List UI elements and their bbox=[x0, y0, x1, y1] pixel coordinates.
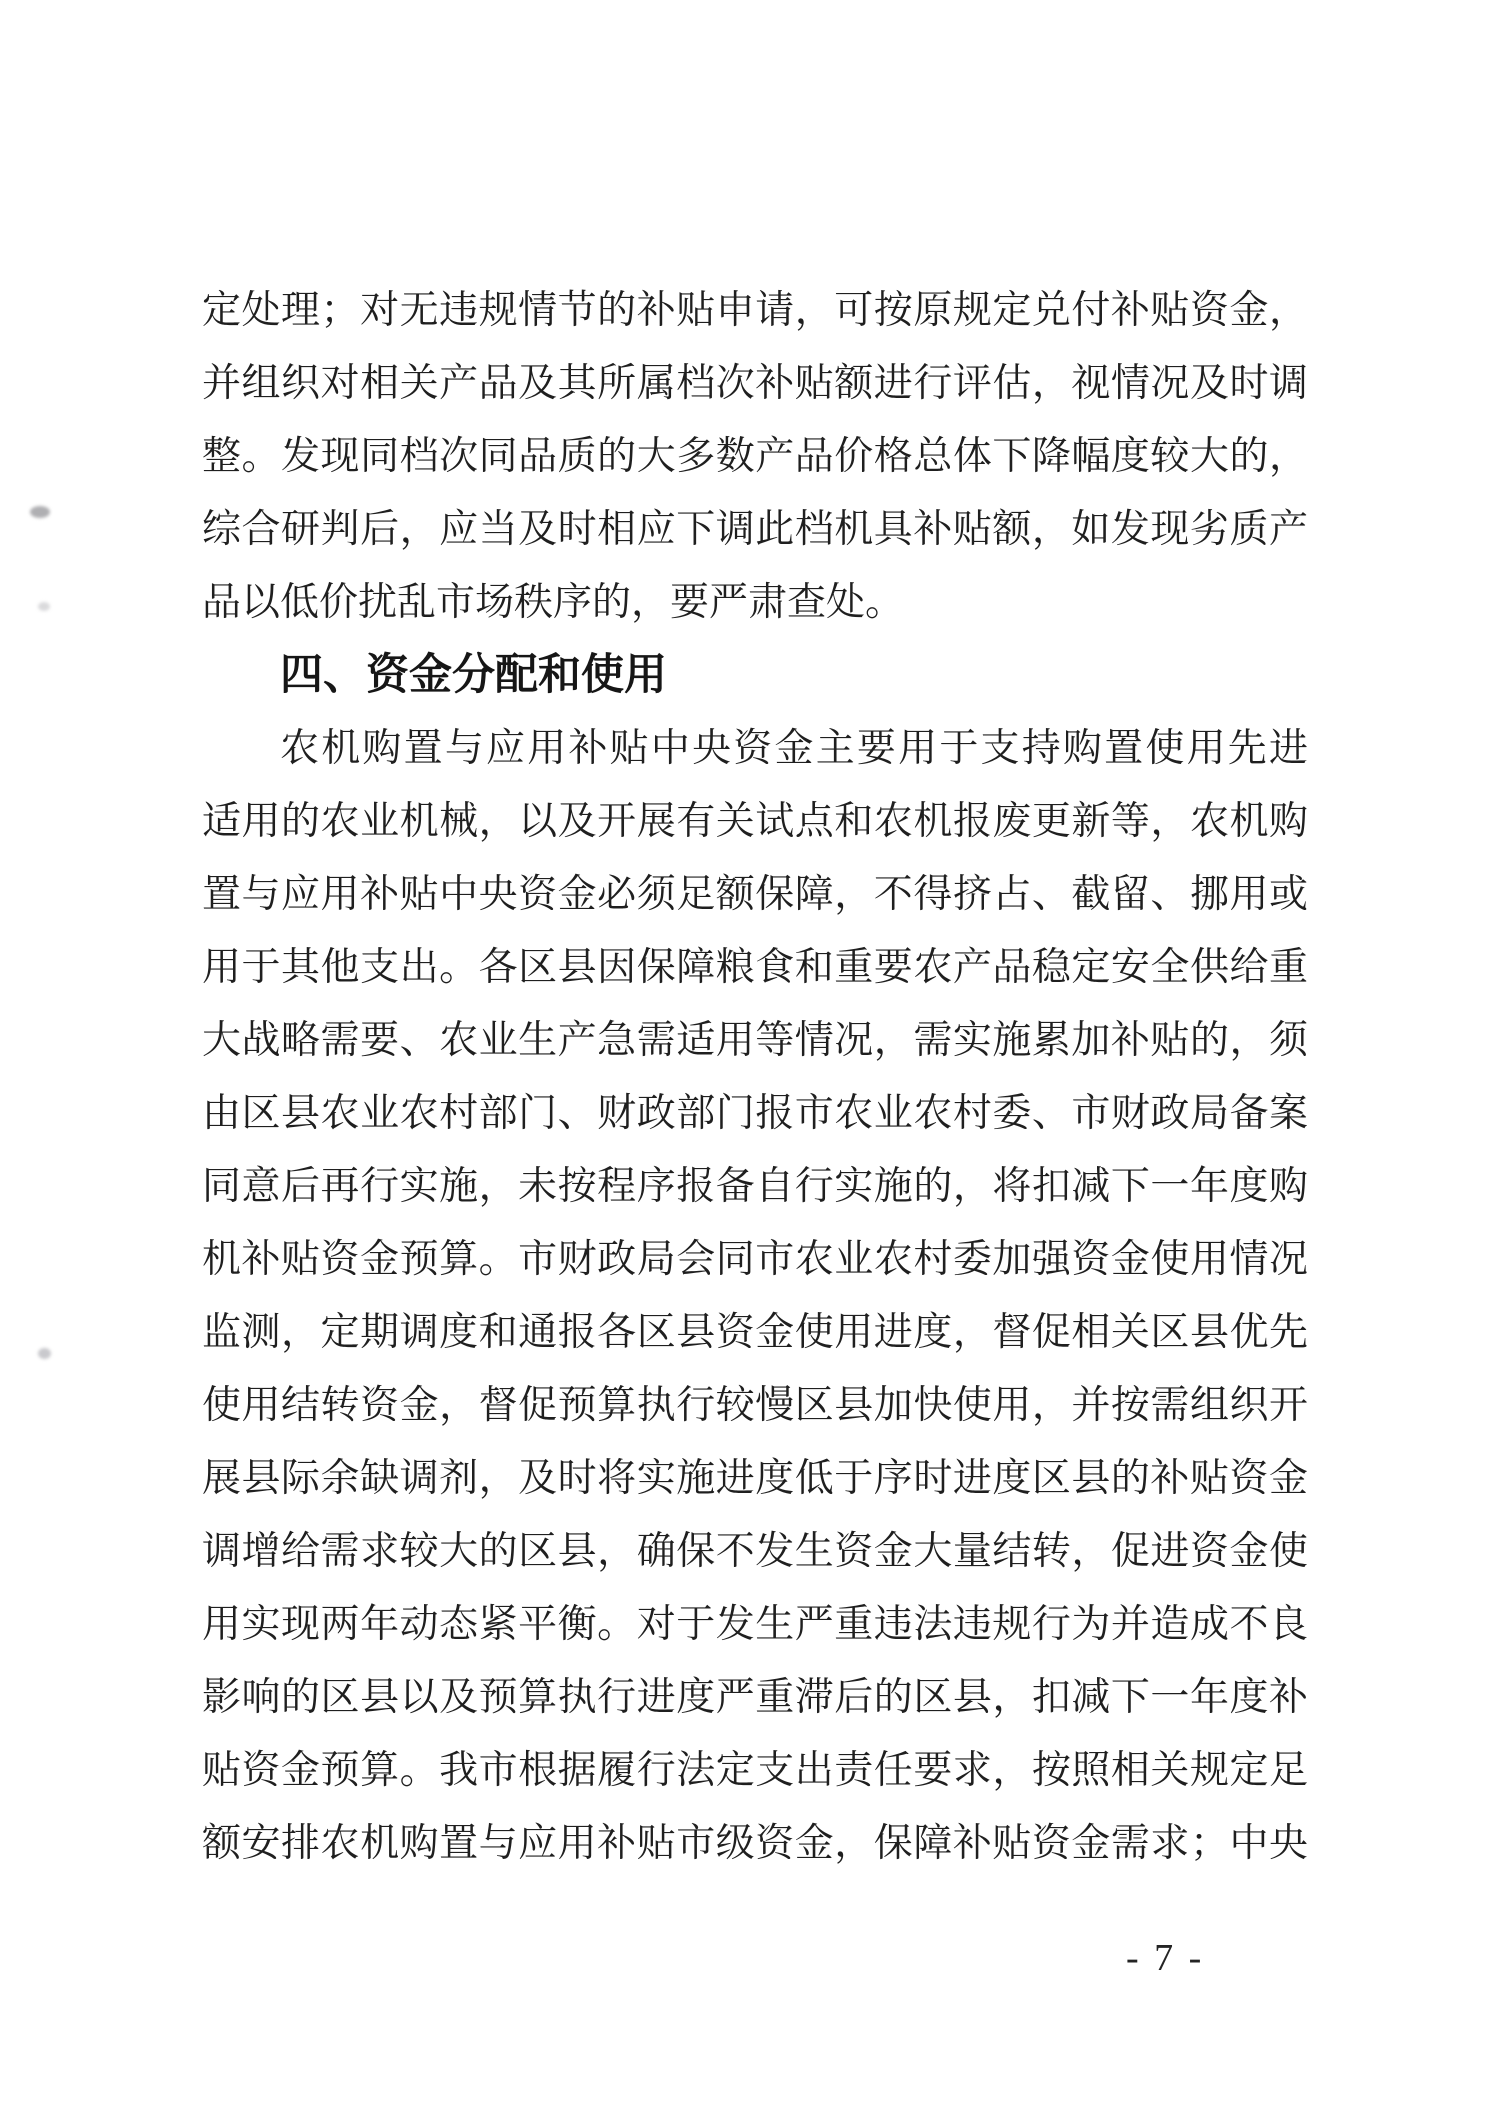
section-heading: 四、资金分配和使用 bbox=[280, 651, 667, 699]
body-line: 额安排农机购置与应用补贴市级资金，保障补贴资金需求；中央 bbox=[202, 1822, 1308, 1865]
scan-smudge bbox=[38, 1348, 51, 1359]
scan-smudge bbox=[38, 602, 50, 611]
body-line: 调增给需求较大的区县，确保不发生资金大量结转，促进资金使 bbox=[202, 1530, 1308, 1573]
body-line: 农机购置与应用补贴中央资金主要用于支持购置使用先进 bbox=[280, 727, 1308, 770]
body-line: 用于其他支出。各区县因保障粮食和重要农产品稳定安全供给重 bbox=[202, 946, 1308, 989]
body-line: 适用的农业机械，以及开展有关试点和农机报废更新等，农机购 bbox=[202, 800, 1308, 843]
body-line: 综合研判后，应当及时相应下调此档机具补贴额，如发现劣质产 bbox=[202, 508, 1308, 551]
body-line: 展县际余缺调剂，及时将实施进度低于序时进度区县的补贴资金 bbox=[202, 1457, 1308, 1500]
body-line: 贴资金预算。我市根据履行法定支出责任要求，按照相关规定足 bbox=[202, 1749, 1308, 1792]
scan-smudge bbox=[30, 506, 50, 518]
body-line: 整。发现同档次同品质的大多数产品价格总体下降幅度较大的， bbox=[202, 435, 1308, 478]
body-line: 用实现两年动态紧平衡。对于发生严重违法违规行为并造成不良 bbox=[202, 1603, 1308, 1646]
body-line: 由区县农业农村部门、财政部门报市农业农村委、市财政局备案 bbox=[202, 1092, 1308, 1135]
text-block bbox=[202, 274, 1308, 1880]
body-line: 使用结转资金，督促预算执行较慢区县加快使用，并按需组织开 bbox=[202, 1384, 1308, 1427]
body-line: 品以低价扰乱市场秩序的，要严肃查处。 bbox=[202, 581, 905, 624]
body-line: 机补贴资金预算。市财政局会同市农业农村委加强资金使用情况 bbox=[202, 1238, 1308, 1281]
body-line: 影响的区县以及预算执行进度严重滞后的区县，扣减下一年度补 bbox=[202, 1676, 1308, 1719]
body-line: 同意后再行实施，未按程序报备自行实施的，将扣减下一年度购 bbox=[202, 1165, 1308, 1208]
page-number: - 7 - bbox=[1126, 1937, 1205, 1979]
body-line: 大战略需要、农业生产急需适用等情况，需实施累加补贴的，须 bbox=[202, 1019, 1308, 1062]
body-line: 定处理；对无违规情节的补贴申请，可按原规定兑付补贴资金， bbox=[202, 289, 1308, 332]
body-line: 监测，定期调度和通报各区县资金使用进度，督促相关区县优先 bbox=[202, 1311, 1308, 1354]
body-line: 置与应用补贴中央资金必须足额保障，不得挤占、截留、挪用或 bbox=[202, 873, 1308, 916]
body-line: 并组织对相关产品及其所属档次补贴额进行评估，视情况及时调 bbox=[202, 362, 1308, 405]
